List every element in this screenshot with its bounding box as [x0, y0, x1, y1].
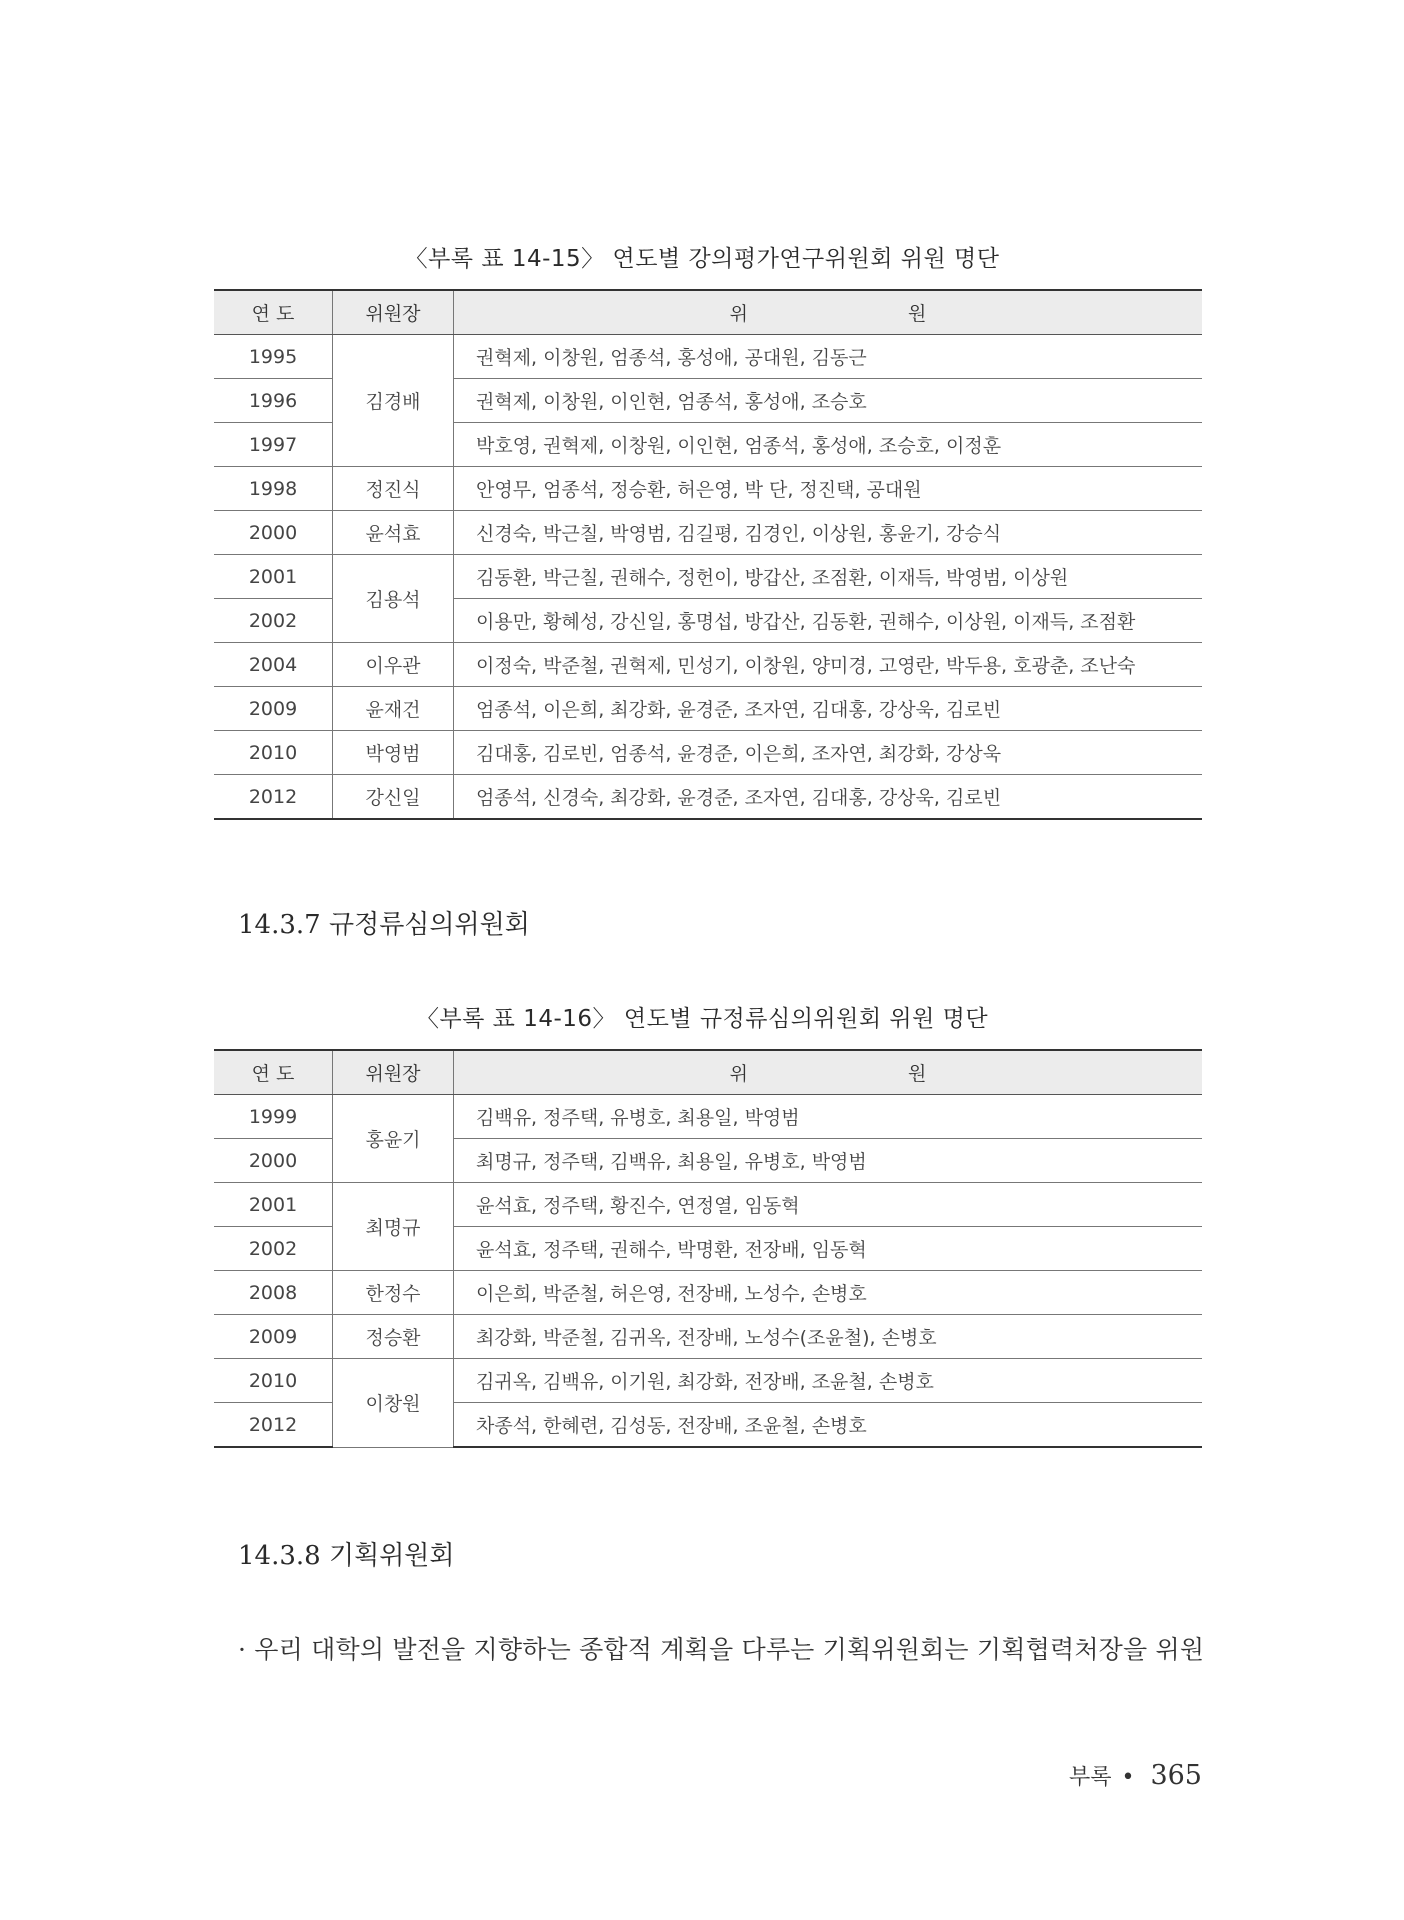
header-members-part1: 위: [729, 1063, 748, 1085]
footer-label: 부록: [1068, 1765, 1112, 1790]
section-heading-14-3-8: 14.3.8 기획위원회: [238, 1541, 455, 1571]
year-cell: 2001: [214, 555, 333, 599]
members-cell: 최강화, 박준철, 김귀옥, 전장배, 노성수(조윤철), 손병호: [454, 1315, 1203, 1359]
year-cell: 2001: [214, 1183, 333, 1227]
table-row: [214, 775, 1202, 820]
year-cell: 2009: [214, 687, 333, 731]
chair-cell: 김용석: [333, 555, 454, 643]
header-members: [454, 1050, 1203, 1095]
chair-cell: 이우관: [333, 643, 454, 687]
members-cell: 이은희, 박준철, 허은영, 전장배, 노성수, 손병호: [454, 1271, 1203, 1315]
table-row: [214, 1271, 1202, 1315]
table-row: [214, 731, 1202, 775]
members-cell: 엄종석, 이은희, 최강화, 윤경준, 조자연, 김대홍, 강상욱, 김로빈: [454, 687, 1203, 731]
members-cell: 이용만, 황혜성, 강신일, 홍명섭, 방갑산, 김동환, 권해수, 이상원, 이재득, 조점환: [454, 599, 1203, 643]
year-cell: 2009: [214, 1315, 333, 1359]
chair-cell: 이창원: [333, 1359, 454, 1448]
table-header-row: [214, 1050, 1202, 1095]
chair-cell: 한정수: [333, 1271, 454, 1315]
table-row: [214, 1095, 1202, 1139]
footer-bullet: •: [1121, 1765, 1135, 1790]
table-header-row: [214, 290, 1202, 335]
table-row: [214, 643, 1202, 687]
members-cell: 김귀옥, 김백유, 이기원, 최강화, 전장배, 조윤철, 손병호: [454, 1359, 1203, 1403]
header-members-part1: 위: [729, 303, 748, 325]
header-year: 연 도: [214, 1050, 333, 1095]
header-members: [454, 290, 1203, 335]
members-cell: 안영무, 엄종석, 정승환, 허은영, 박 단, 정진택, 공대원: [454, 467, 1203, 511]
members-cell: 권혁제, 이창원, 엄종석, 홍성애, 공대원, 김동근: [454, 335, 1203, 379]
members-cell: 엄종석, 신경숙, 최강화, 윤경준, 조자연, 김대홍, 강상욱, 김로빈: [454, 775, 1203, 820]
chair-cell: 윤석효: [333, 511, 454, 555]
year-cell: 2002: [214, 1227, 333, 1271]
table-row: [214, 1359, 1202, 1403]
members-cell: 최명규, 정주택, 김백유, 최용일, 유병호, 박영범: [454, 1139, 1203, 1183]
members-cell: 김대홍, 김로빈, 엄종석, 윤경준, 이은희, 조자연, 최강화, 강상욱: [454, 731, 1203, 775]
chair-cell: 박영범: [333, 731, 454, 775]
year-cell: 2012: [214, 775, 333, 820]
year-cell: 1998: [214, 467, 333, 511]
year-cell: 2008: [214, 1271, 333, 1315]
header-year: 연 도: [214, 290, 333, 335]
year-cell: 1996: [214, 379, 333, 423]
table-row: [214, 1183, 1202, 1227]
members-cell: 윤석효, 정주택, 권해수, 박명환, 전장배, 임동혁: [454, 1227, 1203, 1271]
year-cell: 1997: [214, 423, 333, 467]
year-cell: 2000: [214, 511, 333, 555]
table-row: [214, 555, 1202, 599]
chair-cell: 정진식: [333, 467, 454, 511]
page-footer: [1069, 1760, 1202, 1791]
year-cell: 2012: [214, 1403, 333, 1448]
chair-cell: 강신일: [333, 775, 454, 820]
chair-cell: 홍윤기: [333, 1095, 454, 1183]
year-cell: 1999: [214, 1095, 333, 1139]
committee-roster-table-14-15: [214, 289, 1202, 820]
members-cell: 권혁제, 이창원, 이인현, 엄종석, 홍성애, 조승호: [454, 379, 1203, 423]
table-row: [214, 467, 1202, 511]
members-cell: 김동환, 박근칠, 권해수, 정헌이, 방갑산, 조점환, 이재득, 박영범, 이상원: [454, 555, 1203, 599]
year-cell: 1995: [214, 335, 333, 379]
header-chair: 위원장: [333, 290, 454, 335]
table-caption-14-16: 〈부록 표 14-16〉 연도별 규정류심의위원회 위원 명단: [415, 1006, 989, 1032]
members-cell: 차종석, 한혜련, 김성동, 전장배, 조윤철, 손병호: [454, 1403, 1203, 1448]
year-cell: 2000: [214, 1139, 333, 1183]
section-heading-14-3-7: 14.3.7 규정류심의위원회: [238, 910, 530, 940]
header-chair: 위원장: [333, 1050, 454, 1095]
year-cell: 2002: [214, 599, 333, 643]
page-number: 365: [1150, 1760, 1202, 1791]
table-row: [214, 511, 1202, 555]
header-members-part2: 원: [908, 303, 927, 325]
members-cell: 박호영, 권혁제, 이창원, 이인현, 엄종석, 홍성애, 조승호, 이정훈: [454, 423, 1203, 467]
members-cell: 신경숙, 박근칠, 박영범, 김길평, 김경인, 이상원, 홍윤기, 강승식: [454, 511, 1203, 555]
table-caption-14-15: 〈부록 표 14-15〉 연도별 강의평가연구위원회 위원 명단: [404, 246, 1000, 272]
table-row: [214, 335, 1202, 379]
year-cell: 2010: [214, 1359, 333, 1403]
members-cell: 이정숙, 박준철, 권혁제, 민성기, 이창원, 양미경, 고영란, 박두용, 호광춘, 조난숙: [454, 643, 1203, 687]
members-cell: 김백유, 정주택, 유병호, 최용일, 박영범: [454, 1095, 1203, 1139]
committee-roster-table-14-16: [214, 1049, 1202, 1448]
year-cell: 2004: [214, 643, 333, 687]
chair-cell: 정승환: [333, 1315, 454, 1359]
chair-cell: 최명규: [333, 1183, 454, 1271]
members-cell: 윤석효, 정주택, 황진수, 연정열, 임동혁: [454, 1183, 1203, 1227]
table-row: [214, 687, 1202, 731]
table-row: [214, 1315, 1202, 1359]
chair-cell: 윤재건: [333, 687, 454, 731]
year-cell: 2010: [214, 731, 333, 775]
body-paragraph: · 우리 대학의 발전을 지향하는 종합적 계획을 다루는 기획위원회는 기획협력처장을 위원: [238, 1635, 1205, 1664]
header-members-part2: 원: [908, 1063, 927, 1085]
chair-cell: 김경배: [333, 335, 454, 467]
